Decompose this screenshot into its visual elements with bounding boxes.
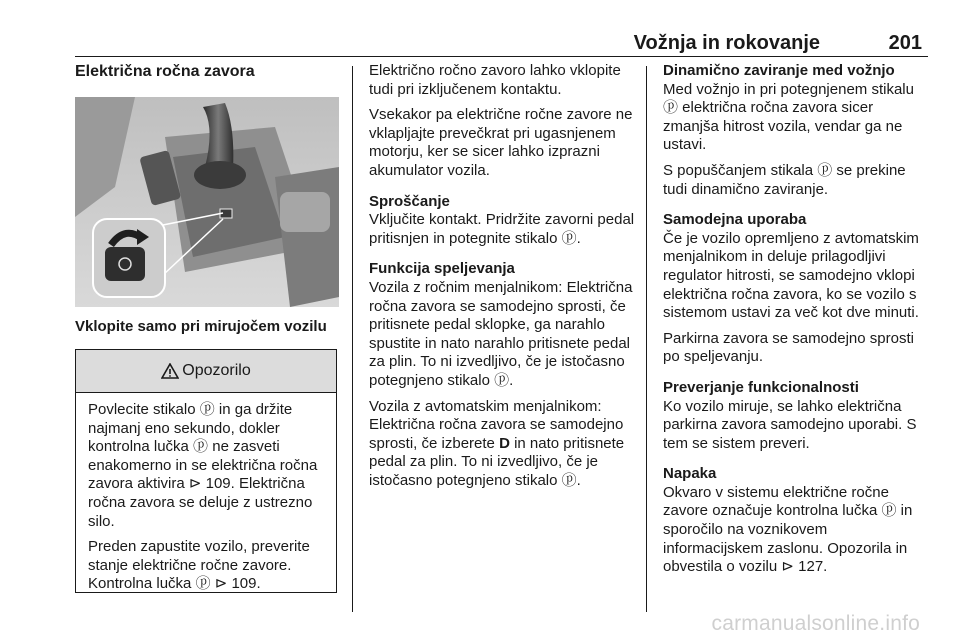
warning-title: Opozorilo [182, 362, 251, 379]
function-check-text: Ko vozilo miruje, se lahko električna parkirna zavora samodejno uporabi. S tem se sistem preveri. [663, 397, 917, 452]
auto-text-end: in nato pritisnete pedal za plin. To ni izvedljivo, če je istočasno potegnjeno stikalo ⓟ. [369, 434, 625, 489]
warning-triangle-icon [161, 363, 179, 379]
function-check-heading: Preverjanje funkcionalnosti [663, 378, 859, 396]
page-header-title: Vožnja in rokovanje [633, 32, 820, 54]
col2-paragraph-2: Vsekakor pa električne ročne zavore ne vklapljajte prevečkrat pri ugasnjenem motorju, ker se sicer lahko izprazni akumulator vozila. [369, 106, 633, 179]
manual-transmission-text: Vozila z ročnim menjalnikom: Električna ročna zavora se samodejno sprosti, če pritisnete pedal sklopke, ga narahlo spustite in nato narahlo pritisnete pedal za plin. To ni izvedljivo, če je istočasno potegnjeno stikalo ⓟ. [369, 278, 633, 389]
column-divider-1 [352, 66, 353, 612]
drive-away-heading: Funkcija speljevanja [369, 260, 515, 278]
center-console-illustration [75, 97, 339, 307]
warning-header [76, 350, 336, 393]
release-text: Vključite kontakt. Pridržite zavorni pedal pritisnjen in potegnite stikalo ⓟ. [369, 211, 635, 247]
watermark: carmanualsonline.info [711, 612, 920, 635]
column-divider-2 [646, 66, 647, 612]
gear-d-label: D [499, 434, 510, 452]
column-2 [369, 62, 635, 497]
warning-box [75, 349, 337, 593]
column-3 [663, 62, 929, 584]
dynamic-braking-text: Med vožnjo in pri potegnjenem stikalu ⓟ električna ročna zavora sicer zmanjša hitrost vozila, vendar ga ne ustavi. [663, 80, 914, 154]
dynamic-braking-text-2: S popuščanjem stikala ⓟ se prekine tudi dinamično zaviranje. [663, 161, 906, 198]
warning-paragraph-2: Preden zapustite vozilo, preverite stanje električne ročne zavore. Kontrolna lučka ⓟ ⊳ 109. [88, 538, 310, 593]
fault-heading: Napaka [663, 465, 717, 483]
fault-text: Okvaro v sistemu električne ročne zavore označuje kontrolna lučka ⓟ in sporočilo na voznikovem informacijskem zaslonu. Opozorila in obvestila o vozilu ⊳ 127. [663, 483, 913, 576]
automatic-use-heading: Samodejna uporaba [663, 211, 807, 229]
dynamic-braking-heading: Dinamično zaviranje med vožnjo [663, 62, 895, 79]
automatic-use-text: Če je vozilo opremljeno z avtomatskim menjalnikom in deluje prilagodljivi regulator hitrosti, se samodejno vklopi električna ročna zavora, ko se vozilo s sistemom ustavi za več kot dve minuti. [663, 229, 919, 322]
automatic-use-text-2: Parkirna zavora se samodejno sprosti po speljevanju. [663, 329, 914, 366]
warning-paragraph-1: Povlecite stikalo ⓟ in ga držite najmanj eno sekundo, dokler kontrolna lučka ⓟ ne zasveti enakomerno in se električna ročna zavora aktivira ⊳ 109. Električna ročna zavora se deluje z ustrezno silo. [88, 401, 318, 530]
section-title: Električna ročna zavora [75, 63, 255, 80]
col2-paragraph-1: Električno ročno zavoro lahko vklopite tudi pri izključenem kontaktu. [369, 62, 621, 98]
release-heading: Sproščanje [369, 192, 450, 210]
page-number: 201 [888, 32, 922, 54]
automatic-transmission-text [369, 398, 635, 491]
figure-caption: Vklopite samo pri mirujočem vozilu [75, 318, 327, 335]
header-divider [75, 56, 928, 57]
auto-text-start: Vozila z avtomatskim menjalnikom: Električna ročna zavora se samodejno sprosti, če izberete [369, 397, 624, 452]
parking-brake-switch-photo [75, 97, 339, 307]
